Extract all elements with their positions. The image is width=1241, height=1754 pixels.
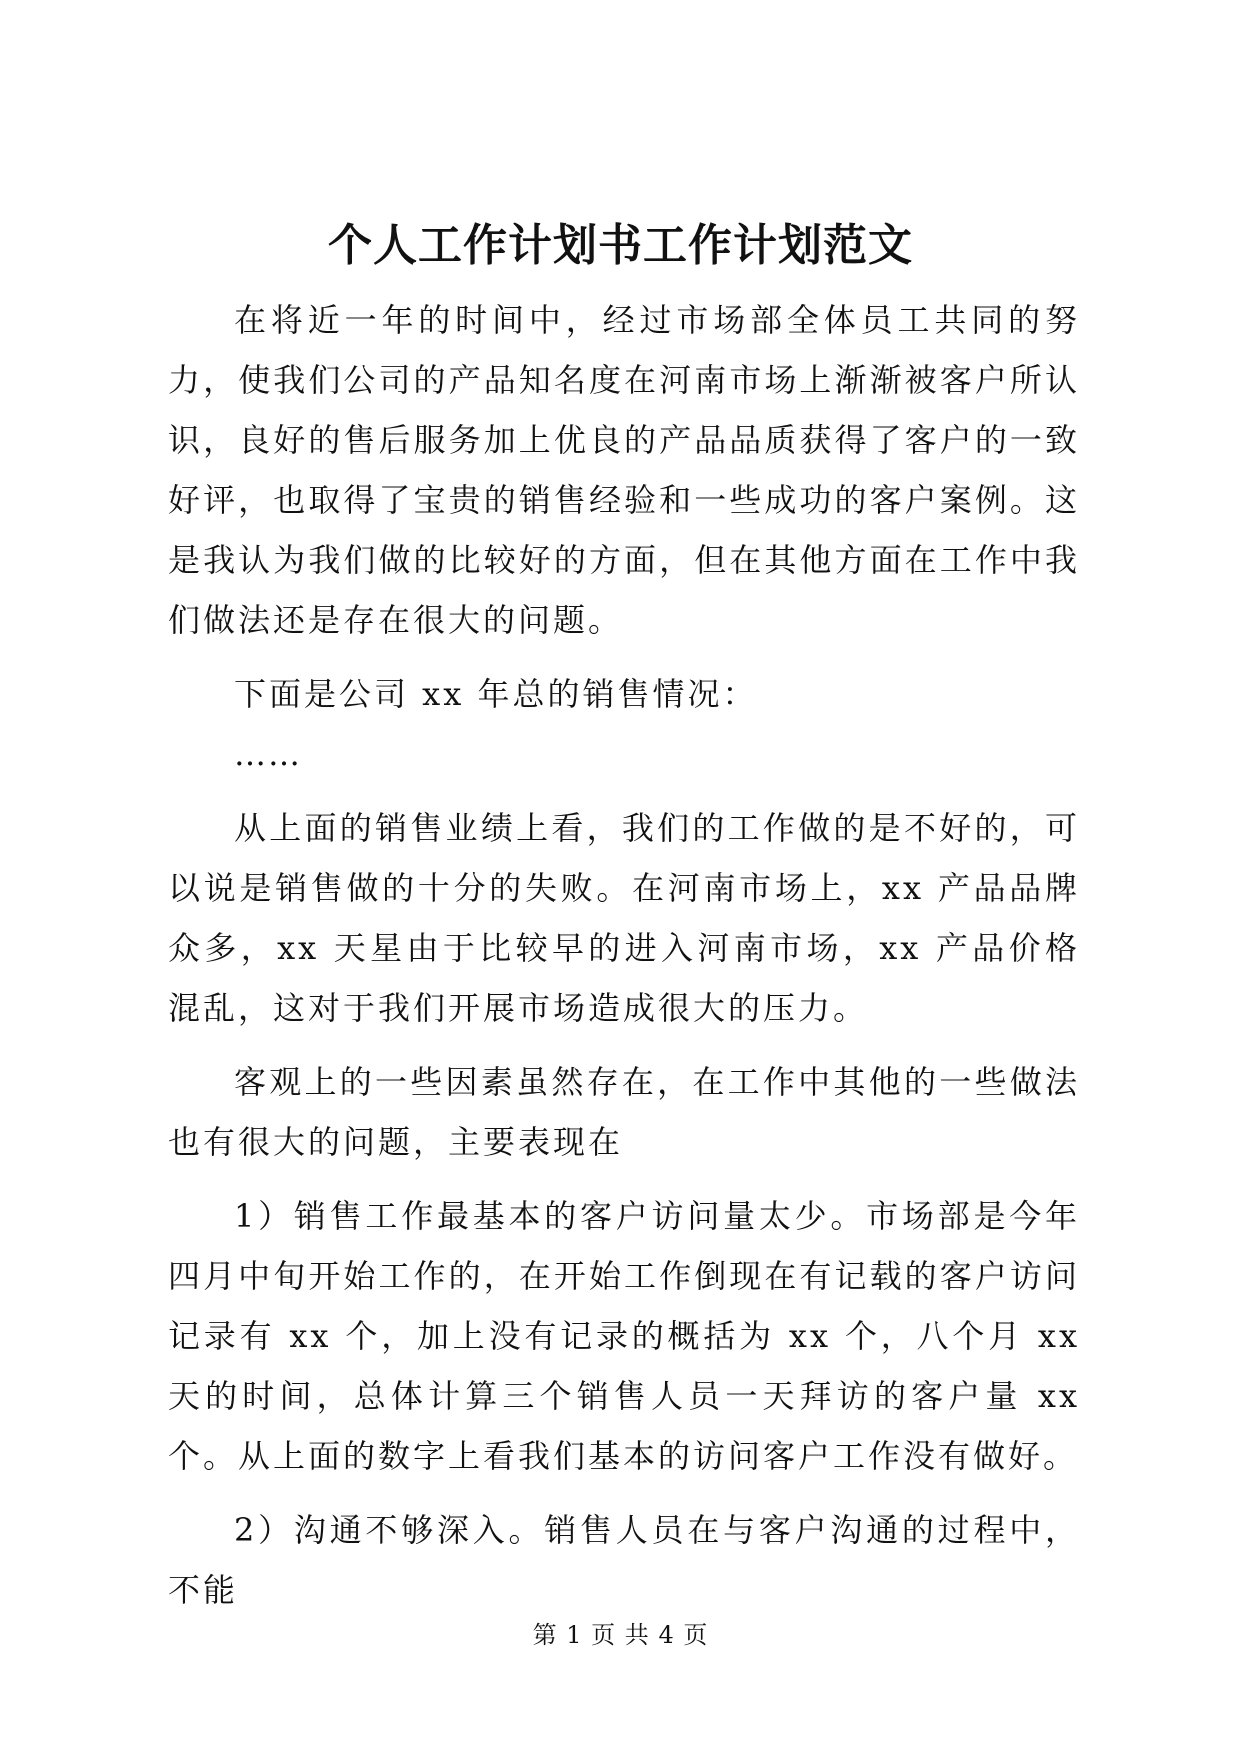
- paragraph-point-2: 2）沟通不够深入。销售人员在与客户沟通的过程中，不能: [168, 1511, 1080, 1609]
- paragraph-problems: 客观上的一些因素虽然存在，在工作中其他的一些做法也有很大的问题，主要表现在: [168, 1063, 1080, 1161]
- paragraph-sales-summary: 下面是公司 xx 年总的销售情况：: [234, 675, 758, 713]
- page-number-footer: 第 1 页 共 4 页: [532, 1621, 709, 1649]
- document-body: [168, 290, 1080, 1620]
- ellipsis-placeholder: ……: [234, 735, 302, 773]
- paragraph-intro: 在将近一年的时间中，经过市场部全体员工共同的努力，使我们公司的产品知名度在河南市场上渐渐被客户所认识，良好的售后服务加上优良的产品品质获得了客户的一致好评，也取得了宝贵的销售经验和一些成功的客户案例。这是我认为我们做的比较好的方面，但在其他方面在工作中我们做法还是存在很大的问题。: [168, 301, 1080, 639]
- document-title: 个人工作计划书工作计划范文: [328, 220, 913, 271]
- paragraph-point-1: 1）销售工作最基本的客户访问量太少。市场部是今年四月中旬开始工作的，在开始工作倒现在有记载的客户访问记录有 xx 个，加上没有记录的概括为 xx 个，八个月 xx 天的时间，总体计算三个销售人员一天拜访的客户量 xx 个。从上面的数字上看我们基本的访问客户工作没有做好。: [168, 1197, 1080, 1475]
- paragraph-performance: 从上面的销售业绩上看，我们的工作做的是不好的，可以说是销售做的十分的失败。在河南市场上，xx 产品品牌众多，xx 天星由于比较早的进入河南市场，xx 产品价格混乱，这对于我们开展市场造成很大的压力。: [168, 809, 1080, 1027]
